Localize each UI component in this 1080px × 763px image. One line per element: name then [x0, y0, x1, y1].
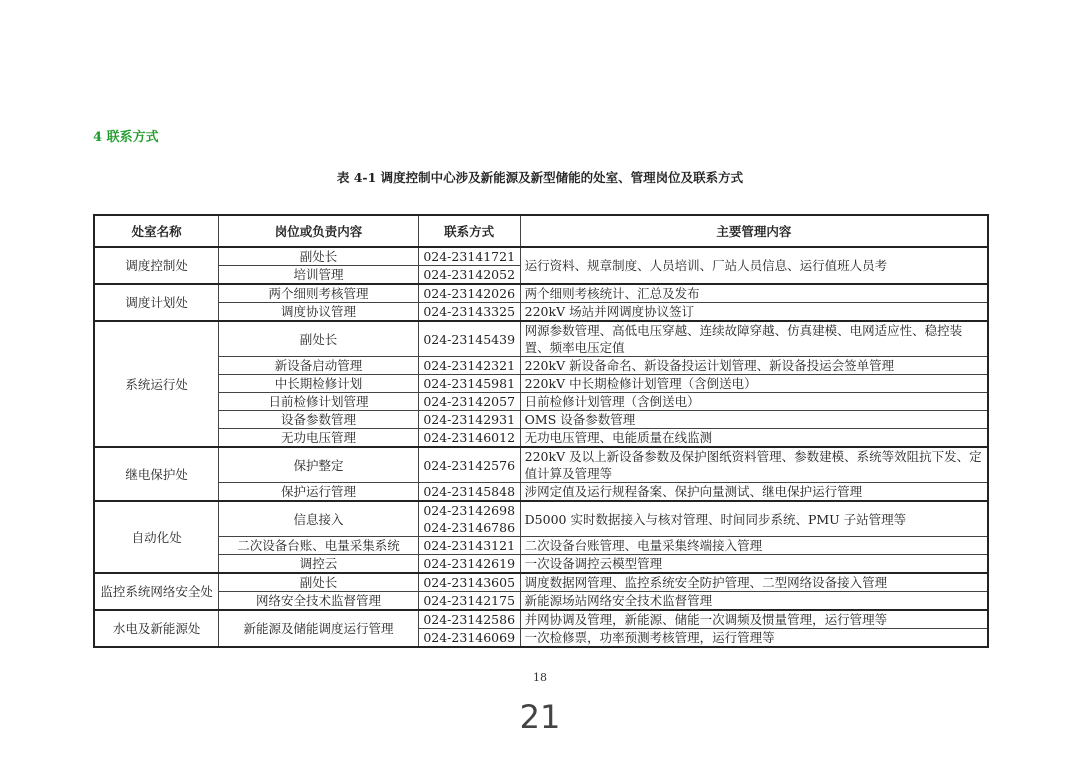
- content-cell: 调度数据网管理、监控系统安全防护管理、二型网络设备接入管理: [520, 573, 988, 592]
- table-caption: 表 4-1 调度控制中心涉及新能源及新型储能的处室、管理岗位及联系方式: [336, 170, 744, 185]
- header-phone: 联系方式: [418, 215, 520, 247]
- phone-cell: 024-23143325: [418, 303, 520, 322]
- position-cell: 新设备启动管理: [219, 357, 419, 375]
- header-department: 处室名称: [94, 215, 219, 247]
- phone-cell: 024-23145981: [418, 375, 520, 393]
- department-cell: 调度计划处: [94, 284, 219, 321]
- phone-cell: 024-23142931: [418, 411, 520, 429]
- position-cell: 保护运行管理: [219, 483, 419, 502]
- phone-cell: 024-23142057: [418, 393, 520, 411]
- table-row: [94, 411, 988, 429]
- position-cell: 二次设备台账、电量采集系统: [219, 537, 419, 555]
- table-row: [94, 321, 988, 357]
- phone-cell: [418, 501, 520, 537]
- content-cell: 日前检修计划管理（含倒送电）: [520, 393, 988, 411]
- content-cell: 新能源场站网络安全技术监督管理: [520, 592, 988, 611]
- phone-cell: 024-23142576: [418, 447, 520, 483]
- table-row: [94, 537, 988, 555]
- position-cell: 调控云: [219, 555, 419, 574]
- position-cell: 新能源及储能调度运行管理: [219, 610, 419, 647]
- position-cell: 信息接入: [219, 501, 419, 537]
- phone-cell: 024-23142026: [418, 284, 520, 303]
- phone-cell: 024-23142619: [418, 555, 520, 574]
- content-cell: 220kV 新设备命名、新设备投运计划管理、新设备投运会签单管理: [520, 357, 988, 375]
- table-row: [94, 610, 988, 629]
- position-cell: 副处长: [219, 573, 419, 592]
- content-cell: 二次设备台账管理、电量采集终端接入管理: [520, 537, 988, 555]
- position-cell: 设备参数管理: [219, 411, 419, 429]
- phone-cell: 024-23141721: [418, 247, 520, 266]
- contact-table: [93, 214, 989, 648]
- table-row: [94, 357, 988, 375]
- table-row: [94, 393, 988, 411]
- position-cell: 副处长: [219, 321, 419, 357]
- department-cell: 系统运行处: [94, 321, 219, 447]
- position-cell: 调度协议管理: [219, 303, 419, 322]
- table-row: [94, 501, 988, 537]
- content-cell: OMS 设备参数管理: [520, 411, 988, 429]
- content-cell: 运行资料、规章制度、人员培训、厂站人员信息、运行值班人员考: [520, 247, 988, 284]
- phone-cell: 024-23142052: [418, 266, 520, 285]
- phone-cell: 024-23143121: [418, 537, 520, 555]
- content-cell: 无功电压管理、电能质量在线监测: [520, 429, 988, 448]
- table-row: [94, 303, 988, 322]
- position-cell: 无功电压管理: [219, 429, 419, 448]
- position-cell: 中长期检修计划: [219, 375, 419, 393]
- table-row: [94, 429, 988, 448]
- phone-number: 024-23142698: [423, 503, 516, 518]
- section-heading: 4 联系方式: [93, 130, 159, 145]
- content-cell: 220kV 中长期检修计划管理（含倒送电）: [520, 375, 988, 393]
- table-row: [94, 573, 988, 592]
- department-cell: 水电及新能源处: [94, 610, 219, 647]
- department-cell: 监控系统网络安全处: [94, 573, 219, 610]
- table-row: [94, 592, 988, 611]
- phone-number: 024-23146786: [423, 520, 516, 535]
- position-cell: 网络安全技术监督管理: [219, 592, 419, 611]
- phone-cell: 024-23142586: [418, 610, 520, 629]
- table-row: [94, 247, 988, 266]
- content-cell: 并网协调及管理，新能源、储能一次调频及惯量管理，运行管理等: [520, 610, 988, 629]
- content-cell: D5000 实时数据接入与核对管理、时间同步系统、PMU 子站管理等: [520, 501, 988, 537]
- phone-cell: 024-23146012: [418, 429, 520, 448]
- position-cell: 两个细则考核管理: [219, 284, 419, 303]
- table-header-row: [94, 215, 988, 247]
- phone-cell: 024-23143605: [418, 573, 520, 592]
- department-cell: 调度控制处: [94, 247, 219, 284]
- department-cell: 继电保护处: [94, 447, 219, 501]
- sheet-number: 21: [519, 698, 561, 736]
- content-cell: 网源参数管理、高低电压穿越、连续故障穿越、仿真建模、电网适应性、稳控装置、频率电压定值: [520, 321, 988, 357]
- page-number: 18: [533, 671, 547, 684]
- content-cell: 一次检修票，功率预测考核管理，运行管理等: [520, 629, 988, 648]
- department-cell: 自动化处: [94, 501, 219, 573]
- table-row: [94, 284, 988, 303]
- phone-cell: 024-23146069: [418, 629, 520, 648]
- position-cell: 培训管理: [219, 266, 419, 285]
- content-cell: 220kV 场站并网调度协议签订: [520, 303, 988, 322]
- table-row: [94, 555, 988, 574]
- header-content: 主要管理内容: [520, 215, 988, 247]
- header-position: 岗位或负责内容: [219, 215, 419, 247]
- position-cell: 副处长: [219, 247, 419, 266]
- content-cell: 220kV 及以上新设备参数及保护图纸资料管理、参数建模、系统等效阻抗下发、定值计算及管理等: [520, 447, 988, 483]
- phone-cell: 024-23142321: [418, 357, 520, 375]
- content-cell: 两个细则考核统计、汇总及发布: [520, 284, 988, 303]
- position-cell: 保护整定: [219, 447, 419, 483]
- table-row: [94, 447, 988, 483]
- table-row: [94, 375, 988, 393]
- phone-cell: 024-23145439: [418, 321, 520, 357]
- content-cell: 一次设备调控云模型管理: [520, 555, 988, 574]
- content-cell: 涉网定值及运行规程备案、保护向量测试、继电保护运行管理: [520, 483, 988, 502]
- phone-cell: 024-23142175: [418, 592, 520, 611]
- phone-cell: 024-23145848: [418, 483, 520, 502]
- position-cell: 日前检修计划管理: [219, 393, 419, 411]
- table-row: [94, 483, 988, 502]
